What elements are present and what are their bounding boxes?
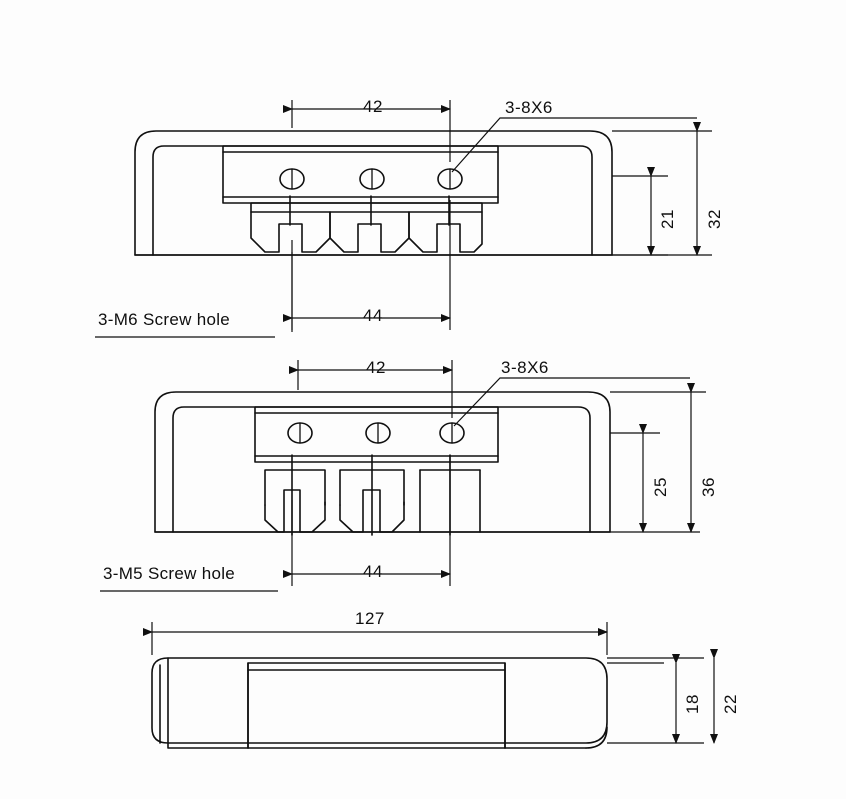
dimension-label-21: 21 bbox=[658, 209, 677, 229]
dimension-label-25: 25 bbox=[651, 477, 670, 497]
dimension-label-42-mid: 42 bbox=[366, 358, 386, 377]
dimension-label-42-top: 42 bbox=[363, 97, 383, 116]
callout-label-8x6-top: 3-8X6 bbox=[505, 98, 553, 117]
dimension-label-18: 18 bbox=[683, 694, 702, 714]
callout-label-m5-screw-hole: 3-M5 Screw hole bbox=[103, 564, 236, 583]
callout-label-8x6-mid: 3-8X6 bbox=[501, 358, 549, 377]
dimension-label-44-top: 44 bbox=[363, 306, 383, 325]
dimension-label-32: 32 bbox=[705, 209, 724, 229]
callout-label-m6-screw-hole: 3-M6 Screw hole bbox=[98, 310, 231, 329]
dimension-label-127: 127 bbox=[355, 609, 385, 628]
dimension-label-44-mid: 44 bbox=[363, 562, 383, 581]
dimension-label-22: 22 bbox=[721, 694, 740, 714]
dimension-label-36: 36 bbox=[699, 477, 718, 497]
